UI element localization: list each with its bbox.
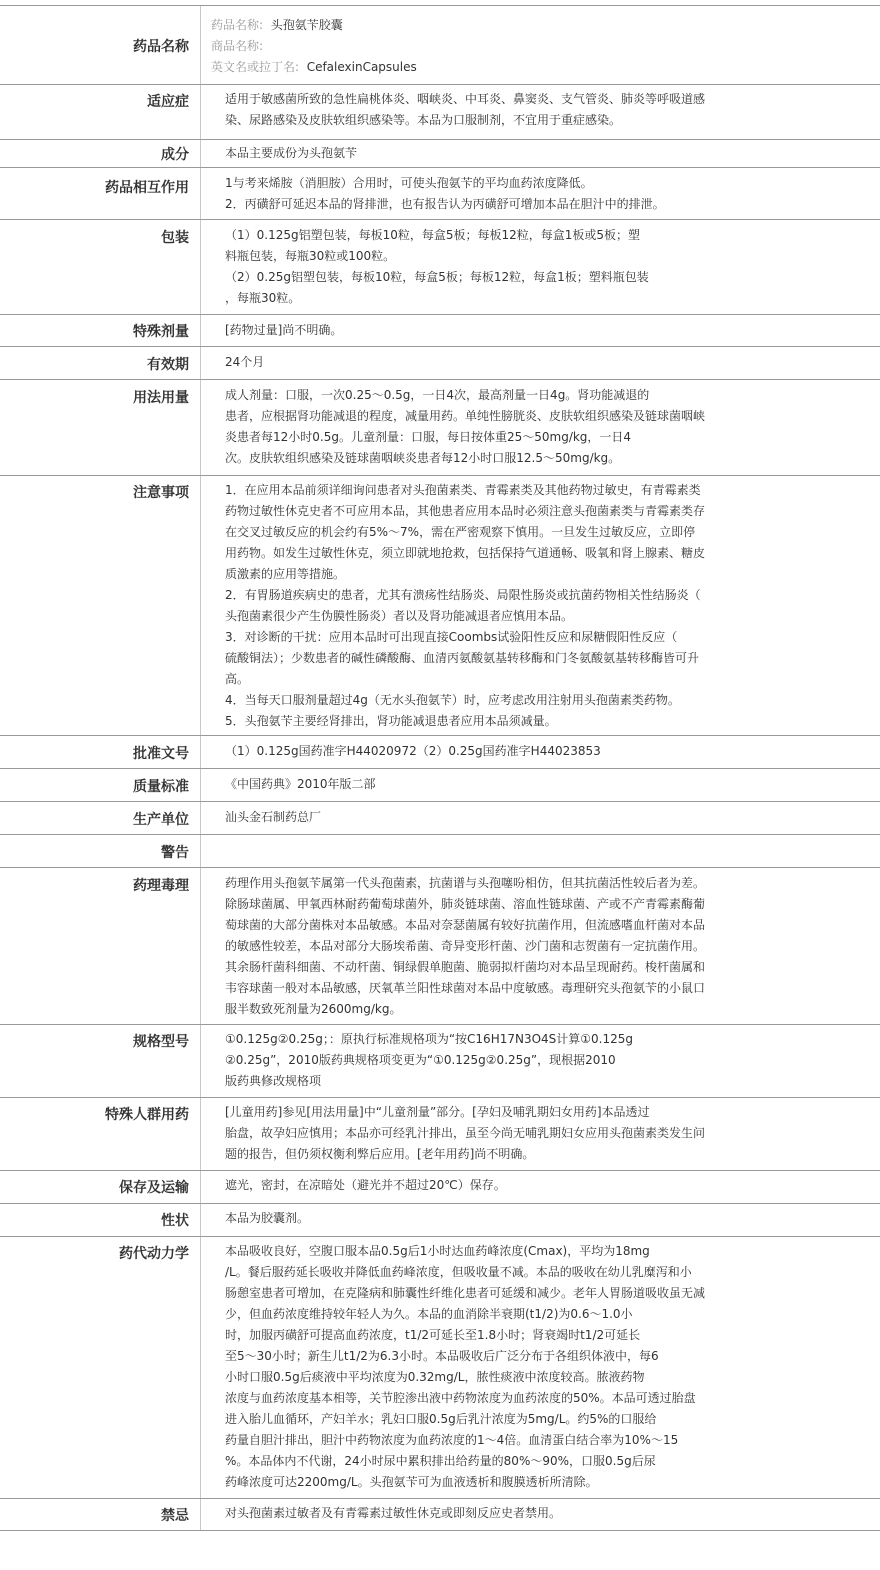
row-value-approval xyxy=(225,741,790,762)
text-line: 版药典修改规格项 xyxy=(225,1074,322,1088)
text-line: 其余肠杆菌科细菌、不动杆菌、铜绿假单胞菌、脆弱拟杆菌均对本品呈现耐药。梭杆菌属和 xyxy=(225,960,706,974)
row-label-precautions: 注意事项 xyxy=(133,485,189,501)
row-value-dosage xyxy=(225,385,790,469)
row-value-pharmacology xyxy=(225,873,790,1020)
text-line: （1）0.125g铝塑包装，每板10粒，每盒5板；每板12粒，每盒1板或5板；塑 xyxy=(225,228,641,242)
text-line: 肠憩室患者可增加，在克隆病和肺囊性纤维化患者可延缓和减少。老年人胃肠道吸收虽无减 xyxy=(225,1286,706,1300)
row-label-special-population: 特殊人群用药 xyxy=(105,1107,189,1123)
row-value-manufacturer xyxy=(225,807,790,828)
text-line: 次。皮肤软组织感染及链球菌咽峡炎患者每12小时口服12.5～50mg/kg。 xyxy=(225,451,621,465)
trade-name-label: 商品名称: xyxy=(211,39,264,53)
text-line: 3．对诊断的干扰：应用本品时可出现直接Coombs试验阳性反应和尿糖假阳性反应（ xyxy=(225,630,678,644)
row-divider xyxy=(0,867,880,868)
text-line: 适用于敏感菌所致的急性扁桃体炎、咽峡炎、中耳炎、鼻窦炎、支气管炎、肺炎等呼吸道感 xyxy=(225,92,706,106)
row-divider xyxy=(0,475,880,476)
text-line: 用药物。如发生过敏性休克，须立即就地抢救，包括保持气道通畅、吸氧和肾上腺素、糖皮 xyxy=(225,546,706,560)
text-line: 料瓶包装，每瓶30粒或100粒。 xyxy=(225,249,396,263)
row-divider xyxy=(0,1097,880,1098)
text-line: （1）0.125g国药准字H44020972（2）0.25g国药准字H44023853 xyxy=(225,744,601,758)
text-line: 至5～30小时；新生儿t1/2为6.3小时。本品吸收后广泛分布于各组织体液中，每6 xyxy=(225,1349,659,1363)
text-line: 韦容球菌一般对本品敏感，厌氧革兰阳性球菌对本品中度敏感。毒理研究头孢氨苄的小鼠口 xyxy=(225,981,706,995)
text-line: 药峰浓度可达2200mg/L。头孢氨苄可为血液透析和腹膜透析所清除。 xyxy=(225,1475,598,1489)
text-line: 药量自胆汁排出，胆汁中药物浓度为血药浓度的1～4倍。血清蛋白结合率为10%～15 xyxy=(225,1433,679,1447)
row-divider xyxy=(0,1170,880,1171)
row-value-precautions xyxy=(225,480,790,732)
row-label-dosage: 用法用量 xyxy=(133,390,189,406)
row-divider xyxy=(0,219,880,220)
text-line: ②0.25g”，2010版药典规格项变更为“①0.125g②0.25g”，现根据2010 xyxy=(225,1053,616,1067)
row-divider xyxy=(0,1024,880,1025)
text-line: 浓度与血药浓度基本相等，关节腔渗出液中药物浓度为血药浓度的50%。本品可透过胎盘 xyxy=(225,1391,696,1405)
row-label-storage: 保存及运输 xyxy=(119,1180,189,1196)
text-line: 药理作用头孢氨苄属第一代头孢菌素，抗菌谱与头孢噻吩相仿，但其抗菌活性较后者为差。 xyxy=(225,876,706,890)
text-line: 在交叉过敏反应的机会约有5%～7%，需在严密观察下慎用。一旦发生过敏反应，立即停 xyxy=(225,525,696,539)
row-divider xyxy=(0,346,880,347)
text-line: 少，但血药浓度维持较年轻人为久。本品的血消除半衰期(t1/2)为0.6～1.0小 xyxy=(225,1307,633,1321)
text-line: （2）0.25g铝塑包装，每板10粒，每盒5板；每板12粒，每盒1板；塑料瓶包装 xyxy=(225,270,649,284)
row-label-appearance: 性状 xyxy=(161,1213,189,1229)
row-divider xyxy=(0,1236,880,1237)
row-value-packaging xyxy=(225,225,790,309)
row-value-name xyxy=(211,15,776,78)
text-line: 硫酸铜法）；少数患者的碱性磷酸酶、血清丙氨酸氨基转移酶和门冬氨酸氨基转移酶皆可升 xyxy=(225,651,700,665)
row-value-pharmacokinetics xyxy=(225,1241,790,1493)
text-line: 2．丙磺舒可延迟本品的肾排泄，也有报告认为丙磺舒可增加本品在胆汁中的排泄。 xyxy=(225,197,665,211)
row-label-standard: 质量标准 xyxy=(133,779,189,795)
text-line: 头孢菌素很少产生伪膜性肠炎）者以及肾功能减退者应慎用本品。 xyxy=(225,609,574,623)
row-divider xyxy=(0,1203,880,1204)
row-divider xyxy=(0,735,880,736)
row-value-overdose xyxy=(225,320,790,341)
row-label-name: 药品名称 xyxy=(133,39,189,55)
text-line: 的敏感性较差，本品对部分大肠埃希菌、奇异变形杆菌、沙门菌和志贺菌有一定抗菌作用。 xyxy=(225,939,706,953)
text-line: 进入胎儿血循环，产妇羊水；乳妇口服0.5g后乳汁浓度为5mg/L。约5%的口服给 xyxy=(225,1412,657,1426)
text-line: /L。餐后服药延长吸收并降低血药峰浓度，但吸收量不减。本品的吸收在幼儿乳糜泻和小 xyxy=(225,1265,692,1279)
text-line: 成人剂量：口服，一次0.25～0.5g，一日4次，最高剂量一日4g。肾功能减退的 xyxy=(225,388,650,402)
text-line: 本品吸收良好，空腹口服本品0.5g后1小时达血药峰浓度(Cmax)，平均为18mg xyxy=(225,1244,650,1258)
row-label-pharmacokinetics: 药代动力学 xyxy=(119,1246,189,1262)
row-divider xyxy=(0,167,880,168)
text-line: 本品为胶囊剂。 xyxy=(225,1211,310,1225)
text-line: 患者，应根据肾功能减退的程度，减量用药。单纯性膀胱炎、皮肤软组织感染及链球菌咽峡 xyxy=(225,409,706,423)
row-divider xyxy=(0,834,880,835)
row-label-specification: 规格型号 xyxy=(133,1034,189,1050)
text-line: 4．当每天口服剂量超过4g（无水头孢氨苄）时，应考虑改用注射用头孢菌素类药物。 xyxy=(225,693,680,707)
generic-name-label: 药品名称: xyxy=(211,18,264,32)
row-label-approval: 批准文号 xyxy=(133,746,189,762)
text-line: 1．在应用本品前须详细询问患者对头孢菌素类、青霉素类及其他药物过敏史，有青霉素类 xyxy=(225,483,701,497)
row-value-specification xyxy=(225,1029,790,1092)
row-label-contraindications: 禁忌 xyxy=(161,1508,189,1524)
row-divider xyxy=(0,768,880,769)
text-line: 本品主要成份为头孢氨苄 xyxy=(225,146,358,160)
text-line: 汕头金石制药总厂 xyxy=(225,810,322,824)
english-name-label: 英文名或拉丁名: xyxy=(211,60,300,74)
text-line: 高。 xyxy=(225,672,250,686)
text-line: 遮光，密封，在凉暗处（避光并不超过20℃）保存。 xyxy=(225,1178,506,1192)
text-line: 1与考来烯胺（消胆胺）合用时，可使头孢氨苄的平均血药浓度降低。 xyxy=(225,176,593,190)
row-label-warning: 警告 xyxy=(161,845,189,861)
english-name-value: CefalexinCapsules xyxy=(306,60,417,74)
row-label-packaging: 包装 xyxy=(161,230,189,246)
text-line: ，每瓶30粒。 xyxy=(225,291,301,305)
text-line: 药物过敏性休克史者不可应用本品，其他患者应用本品时必须注意头孢菌素类与青霉素类存 xyxy=(225,504,706,518)
generic-name-value: 头孢氨苄胶囊 xyxy=(270,18,343,32)
text-line: 小时口服0.5g后痰液中平均浓度为0.32mg/L，脓性痰液中浓度较高。脓液药物 xyxy=(225,1370,645,1384)
text-line: 除肠球菌属、甲氧西林耐药葡萄球菌外，肺炎链球菌、溶血性链球菌、产或不产青霉素酶葡 xyxy=(225,897,706,911)
text-line: 萄球菌的大部分菌株对本品敏感。本品对奈瑟菌属有较好抗菌作用，但流感嗜血杆菌对本品 xyxy=(225,918,706,932)
row-label-overdose: 特殊剂量 xyxy=(133,324,189,340)
text-line: 5．头孢氨苄主要经肾排出，肾功能减退患者应用本品须减量。 xyxy=(225,714,557,728)
text-line: 时，加服丙磺舒可提高血药浓度，t1/2可延长至1.8小时；肾衰竭时t1/2可延长 xyxy=(225,1328,641,1342)
row-divider xyxy=(0,314,880,315)
text-line: 质激素的应用等措施。 xyxy=(225,567,346,581)
text-line: 染、尿路感染及皮肤软组织感染等。本品为口服制剂，不宜用于重症感染。 xyxy=(225,113,622,127)
row-value-indication xyxy=(225,89,790,131)
text-line: 服半数致死剂量为2600mg/kg。 xyxy=(225,1002,402,1016)
text-line: [药物过量]尚不明确。 xyxy=(225,323,343,337)
text-line: ①0.125g②0.25g；：原执行标准规格项为“按C16H17N3O4S计算①0.125g xyxy=(225,1032,634,1046)
row-value-standard xyxy=(225,774,790,795)
row-value-validity xyxy=(225,352,790,373)
text-line: 对头孢菌素过敏者及有青霉素过敏性休克或即刻反应史者禁用。 xyxy=(225,1506,562,1520)
row-label-manufacturer: 生产单位 xyxy=(133,812,189,828)
row-divider xyxy=(0,84,880,85)
text-line: 题的报告，但仍须权衡利弊后应用。[老年用药]尚不明确。 xyxy=(225,1147,535,1161)
row-label-pharmacology: 药理毒理 xyxy=(133,878,189,894)
row-divider xyxy=(0,801,880,802)
row-divider xyxy=(0,5,880,6)
row-label-ingredients: 成分 xyxy=(161,147,189,163)
text-line: %。本品体内不代谢，24小时尿中累积排出给药量的80%～90%，口服0.5g后尿 xyxy=(225,1454,656,1468)
row-value-appearance xyxy=(225,1208,790,1229)
row-value-ingredients xyxy=(225,143,790,164)
text-line: 24个月 xyxy=(225,355,265,369)
row-value-storage xyxy=(225,1175,790,1196)
text-line: [儿童用药]参见[用法用量]中“儿童剂量”部分。[孕妇及哺乳期妇女用药]本品透过 xyxy=(225,1105,650,1119)
row-value-interactions xyxy=(225,173,790,215)
text-line: 胎盘，故孕妇应慎用；本品亦可经乳汁排出，虽至今尚无哺乳期妇女应用头孢菌素类发生问 xyxy=(225,1126,706,1140)
text-line: 《中国药典》2010年版二部 xyxy=(225,777,376,791)
row-divider xyxy=(0,1498,880,1499)
text-line: 2．有胃肠道疾病史的患者，尤其有溃疡性结肠炎、局限性肠炎或抗菌药物相关性结肠炎（ xyxy=(225,588,701,602)
text-line: 炎患者每12小时0.5g。儿童剂量：口服，每日按体重25～50mg/kg，一日4 xyxy=(225,430,632,444)
row-label-validity: 有效期 xyxy=(147,357,189,373)
row-value-contraindications xyxy=(225,1503,790,1524)
row-label-indication: 适应症 xyxy=(147,94,189,110)
row-divider xyxy=(0,139,880,140)
row-value-special-population xyxy=(225,1102,790,1165)
row-label-interactions: 药品相互作用 xyxy=(105,180,189,196)
row-divider xyxy=(0,1530,880,1531)
row-divider xyxy=(0,379,880,380)
